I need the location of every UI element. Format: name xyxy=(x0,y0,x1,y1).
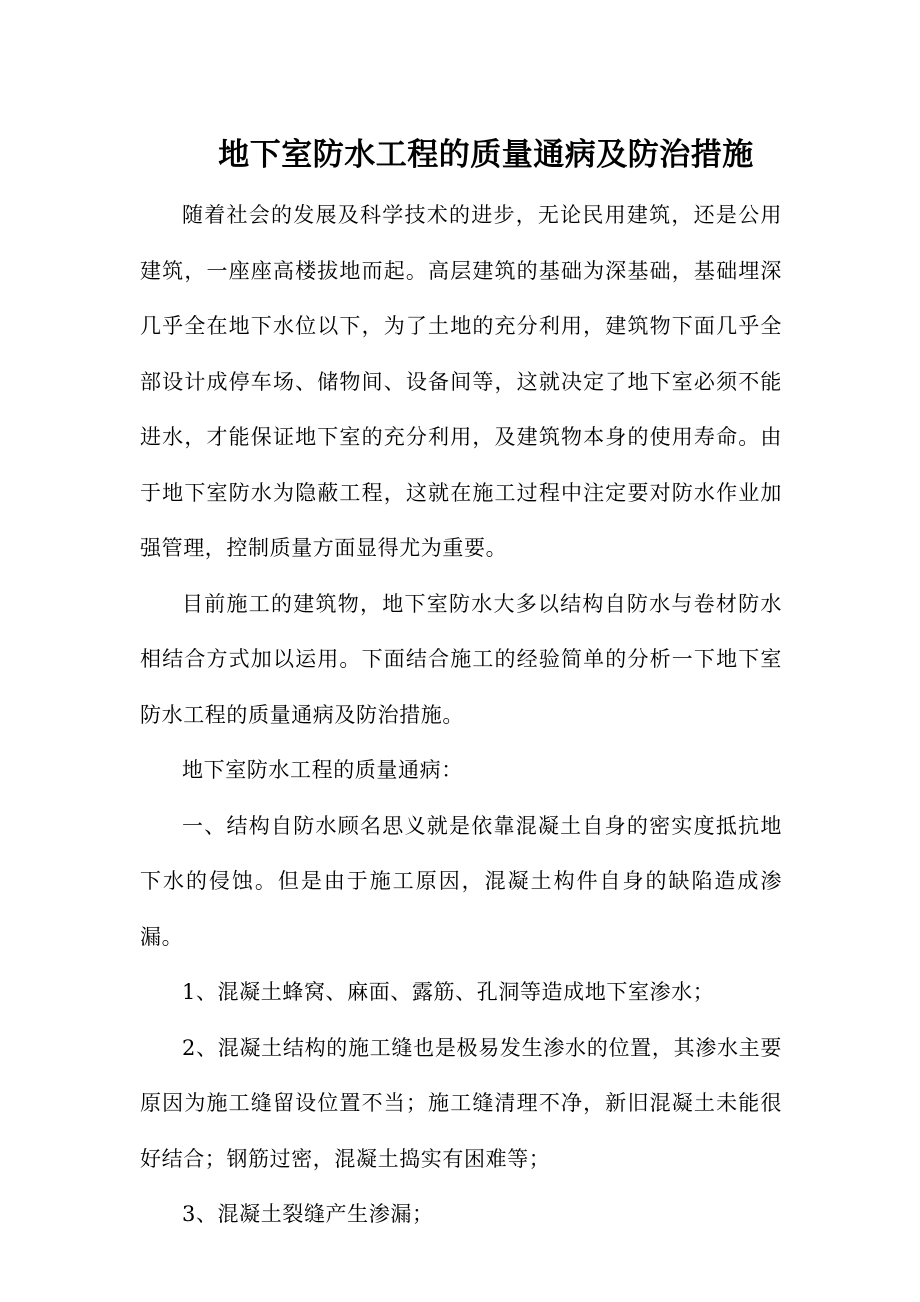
document-title: 地下室防水工程的质量通病及防治措施 xyxy=(218,136,754,173)
document-body xyxy=(140,188,782,1243)
paragraph-section-heading: 地下室防水工程的质量通病： xyxy=(182,758,463,782)
paragraph-item-3: 3、混凝土裂缝产生渗漏； xyxy=(182,1202,434,1226)
paragraph-item-1: 1、混凝土蜂窝、麻面、露筋、孔洞等造成地下室渗水； xyxy=(182,980,715,1004)
paragraph-current-practice: 目前施工的建筑物，地下室防水大多以结构自防水与卷材防水相结合方式加以运用。下面结合施工的经验简单的分析一下地下室防水工程的质量通病及防治措施。 xyxy=(140,591,782,727)
paragraph-intro: 随着社会的发展及科学技术的进步，无论民用建筑，还是公用建筑，一座座高楼拔地而起。高层建筑的基础为深基础，基础埋深几乎全在地下水位以下，为了土地的充分利用，建筑物下面几乎全部设计成停车场、储物间、设备间等，这就决定了地下室必须不能进水，才能保证地下室的充分利用，及建筑物本身的使用寿命。由于地下室防水为隐蔽工程，这就在施工过程中注定要对防水作业加强管理，控制质量方面显得尤为重要。 xyxy=(140,203,782,560)
paragraph-item-2: 2、混凝土结构的施工缝也是极易发生渗水的位置，其渗水主要原因为施工缝留设位置不当；施工缝清理不净，新旧混凝土未能很好结合；钢筋过密，混凝土捣实有困难等； xyxy=(140,1035,782,1171)
paragraph-structural-waterproofing: 一、结构自防水顾名思义就是依靠混凝土自身的密实度抵抗地下水的侵蚀。但是由于施工原因，混凝土构件自身的缺陷造成渗漏。 xyxy=(140,813,782,949)
